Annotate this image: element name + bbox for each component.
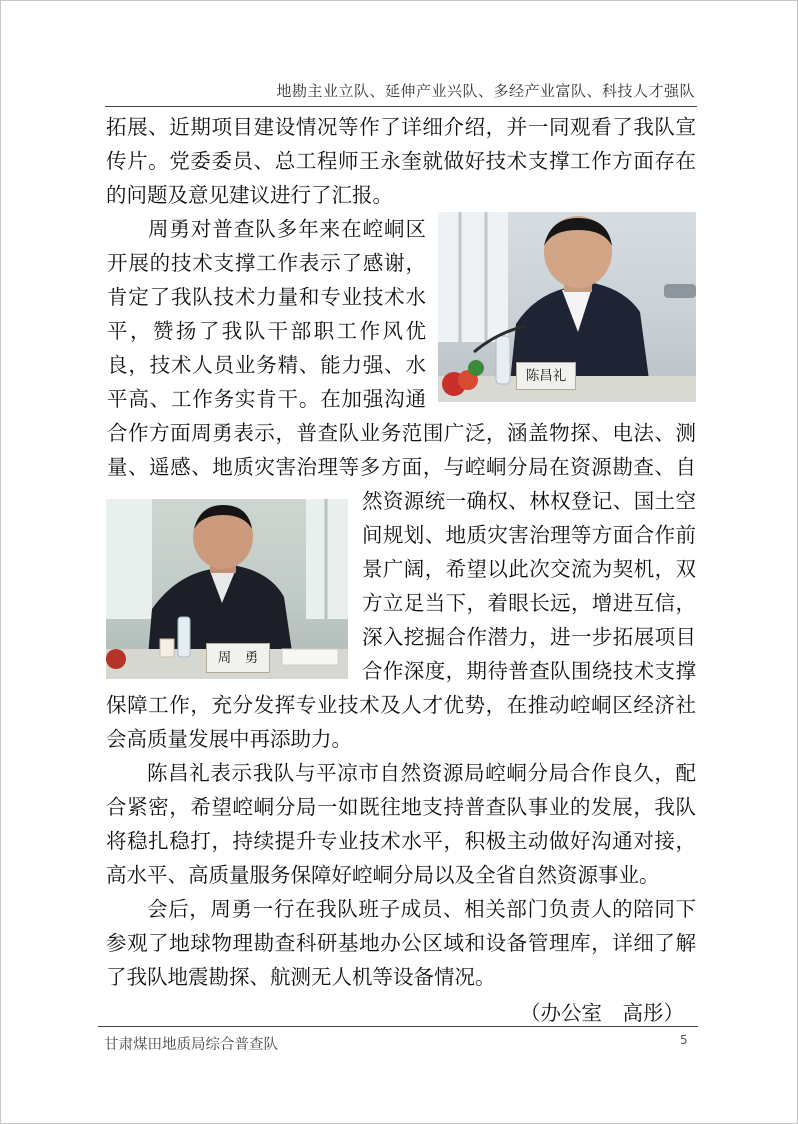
paragraph-4: 会后，周勇一行在我队班子成员、相关部门负责人的陪同下参观了地球物理勘查科研基地办公区域和设备管理库，详细了解了我队地震勘探、航测无人机等设备情况。 [106, 897, 696, 989]
paragraph-1: 拓展、近期项目建设情况等作了详细介绍，并一同观看了我队宣传片。党委委员、总工程师王永奎就做好技术支撑工作方面存在的问题及意见建议进行了汇报。 [106, 115, 696, 207]
meeting-photo-zhou [106, 499, 348, 679]
header-rule [105, 106, 697, 107]
running-header: 地勘主业立队、延伸产业兴队、多经产业富队、科技人才强队 [276, 82, 695, 100]
paragraph-2: 周勇对普查队多年来在崆峒区开展的技术支撑工作表示了感谢，肯定了我队技术力量和专业技术水平，赞扬了我队干部职工作风优良，技术人员业务精、能力强、水平高、工作务实肯干。在加强沟通合作方面周勇表示，普查队业务范围广泛，涵盖物探、电法、测量、遥感、地质灾害治理等多方面，与崆峒分局在资源勘查、自然资源统一确权、林权登记、国土空间规划、地质灾害治理等方面合作前景广阔，希望以此次交流为契机，双方立足当下，着眼长远，增进互信，深入挖掘合作潜力，进一步拓展项目合作深度，期待普查队围绕技术支撑保障工作，充分发挥专业技术及人才优势，在推动崆峒区经济社会高质量发展中再添助力。 [106, 212, 696, 756]
meeting-photo-chen [438, 212, 696, 402]
page-number: 5 [680, 1033, 688, 1047]
footer-organization: 甘肃煤田地质局综合普查队 [104, 1037, 278, 1053]
photo-wrap-spacer [106, 212, 107, 499]
footer-rule [98, 1026, 698, 1027]
nameplate-chen: 陈昌礼 [516, 362, 576, 390]
author-signature: （办公室 高彤） [520, 1001, 684, 1025]
paragraph-3: 陈昌礼表示我队与平凉市自然资源局崆峒分局合作良久，配合紧密，希望崆峒分局一如既往地支持普查队事业的发展，我队将稳扎稳打，持续提升专业技术水平，积极主动做好沟通对接，高水平、高质量服务保障好崆峒分局以及全省自然资源事业。 [106, 761, 696, 887]
nameplate-zhou: 周 勇 [206, 643, 270, 673]
